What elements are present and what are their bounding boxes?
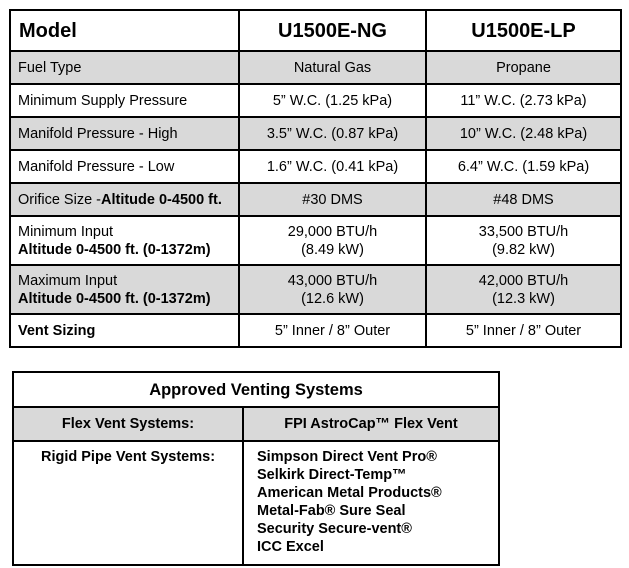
ng-value-line2: (12.6 kW) [301,290,364,307]
lp-value [426,216,621,265]
row-manifold-pressure-low [10,150,621,183]
row-minimum-input [10,216,621,265]
rigid-vent-item: Security Secure-vent® [257,521,412,537]
ng-value: 3.5” W.C. (0.87 kPa) [239,117,426,150]
label-bold: Altitude 0-4500 ft. [101,191,222,208]
row-label [10,265,239,314]
lp-value: 11” W.C. (2.73 kPa) [426,84,621,117]
row-label [10,183,239,216]
row-label: Manifold Pressure - High [10,117,239,150]
label-bold: Altitude 0-4500 ft. (0-1372m) [18,290,211,307]
rigid-vent-item: Metal-Fab® Sure Seal [257,503,406,519]
label-plain: Maximum Input [18,272,118,289]
header-row [10,10,621,51]
row-minimum-supply-pressure [10,84,621,117]
rigid-vent-item: ICC Excel [257,539,324,555]
lp-value-line1: 42,000 BTU/h [478,272,569,289]
lp-value: Propane [426,51,621,84]
ng-value: 1.6” W.C. (0.41 kPa) [239,150,426,183]
ng-value: 5” Inner / 8” Outer [239,314,426,347]
row-label: Fuel Type [10,51,239,84]
lp-value: #48 DMS [426,183,621,216]
row-label [10,216,239,265]
ng-value-line1: 43,000 BTU/h [287,272,378,289]
label-bold: Altitude 0-4500 ft. (0-1372m) [18,241,211,258]
header-lp-model: U1500E-LP [426,10,621,51]
rigid-vent-item: American Metal Products® [257,485,442,501]
row-fuel-type [10,51,621,84]
lp-value-line2: (9.82 kW) [492,241,555,258]
rigid-vent-item: Selkirk Direct-Temp™ [257,467,407,483]
rigid-pipe-row [13,441,499,565]
approved-venting-table [12,371,500,566]
header-ng-model: U1500E-NG [239,10,426,51]
row-orifice-size [10,183,621,216]
lp-value-line2: (12.3 kW) [492,290,555,307]
ng-value: Natural Gas [239,51,426,84]
lp-value: 5” Inner / 8” Outer [426,314,621,347]
venting-title-row [13,372,499,407]
header-model: Model [10,10,239,51]
rigid-pipe-label: Rigid Pipe Vent Systems: [13,441,243,565]
flex-vent-value: FPI AstroCap™ Flex Vent [243,407,499,441]
ng-value [239,216,426,265]
rigid-vent-item: Simpson Direct Vent Pro® [257,449,437,465]
ng-value-line2: (8.49 kW) [301,241,364,258]
lp-value [426,265,621,314]
row-label: Minimum Supply Pressure [10,84,239,117]
row-label: Manifold Pressure - Low [10,150,239,183]
flex-vent-label: Flex Vent Systems: [13,407,243,441]
rigid-pipe-list [243,441,499,565]
ng-value: 5” W.C. (1.25 kPa) [239,84,426,117]
row-manifold-pressure-high [10,117,621,150]
lp-value: 6.4” W.C. (1.59 kPa) [426,150,621,183]
ng-value-line1: 29,000 BTU/h [287,223,378,240]
row-vent-sizing [10,314,621,347]
ng-value [239,265,426,314]
label-plain: Minimum Input [18,223,114,240]
lp-value-line1: 33,500 BTU/h [478,223,569,240]
row-label: Vent Sizing [10,314,239,347]
row-maximum-input [10,265,621,314]
lp-value: 10” W.C. (2.48 kPa) [426,117,621,150]
label-plain: Orifice Size - [18,191,101,208]
specifications-table [9,9,622,348]
venting-title: Approved Venting Systems [13,372,499,407]
flex-vent-row [13,407,499,441]
ng-value: #30 DMS [239,183,426,216]
